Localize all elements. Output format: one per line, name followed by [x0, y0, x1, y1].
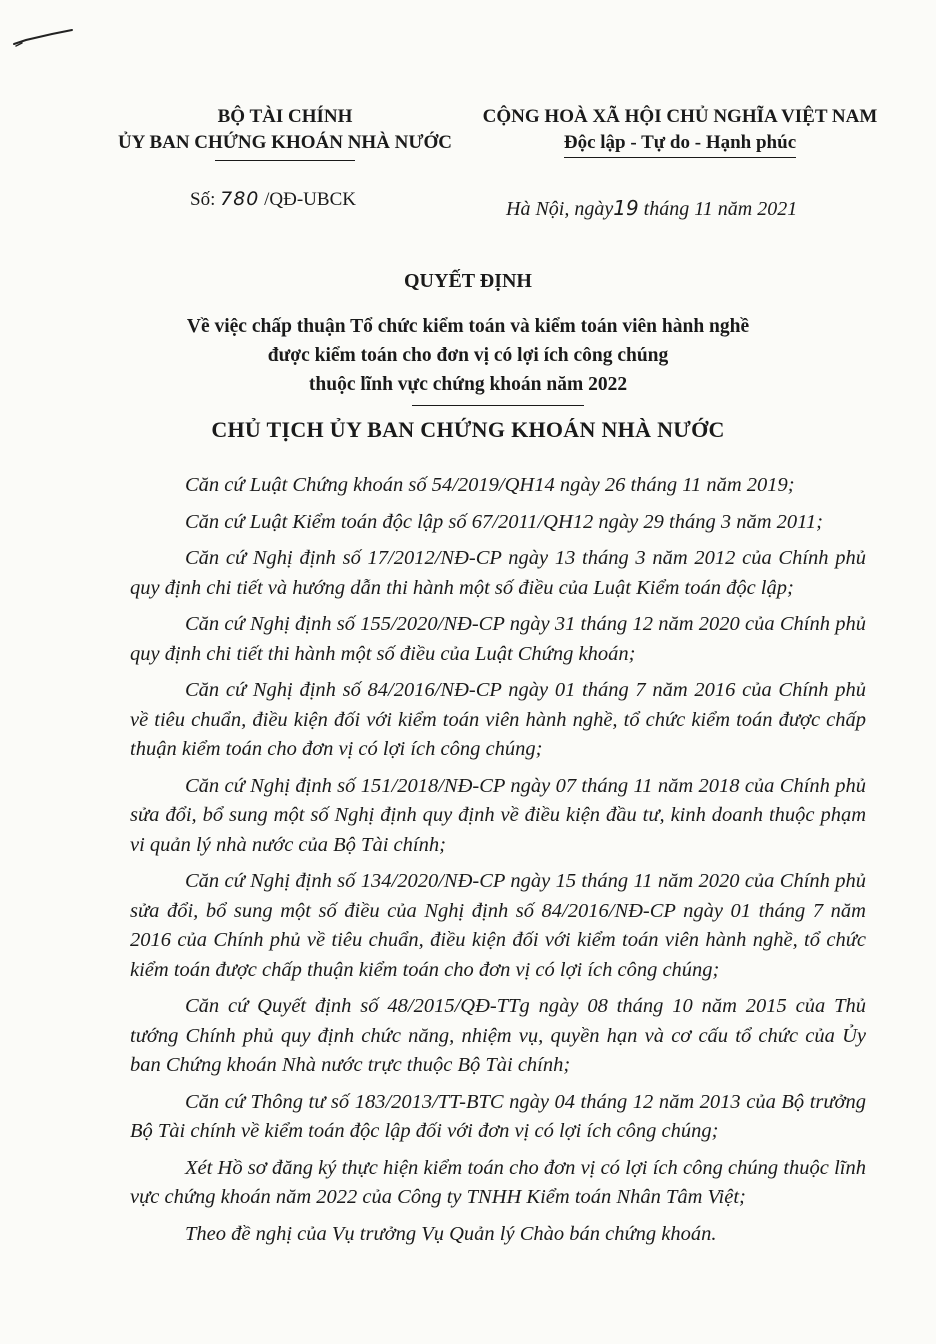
subject-line: thuộc lĩnh vực chứng khoán năm 2022 [308, 374, 628, 395]
subject-line: được kiểm toán cho đơn vị có lợi ích công chúng [267, 345, 669, 366]
agency-underline [215, 160, 355, 161]
legal-basis-paragraph: Căn cứ Luật Chứng khoán số 54/2019/QH14 ngày 26 tháng 11 năm 2019; [185, 474, 795, 496]
legal-basis-paragraph: Căn cứ Nghị định số 84/2016/NĐ-CP ngày 01 tháng 7 năm 2016 của Chính phủ về tiêu chuẩn, điều kiện đối với kiểm toán viên hành nghề, tổ chức kiểm toán được chấp thuận kiểm toán cho đơn vị có lợi ích công chúng; [130, 679, 866, 760]
document-title: QUYẾT ĐỊNH [404, 270, 532, 292]
date-suffix: tháng 11 năm 2021 [643, 198, 798, 220]
legal-basis-paragraph: Căn cứ Nghị định số 151/2018/NĐ-CP ngày 07 tháng 11 năm 2018 của Chính phủ sửa đổi, bổ sung một số Nghị định quy định về điều kiện đầu tư, kinh doanh thuộc phạm vi quản lý nhà nước của Bộ Tài chính; [130, 774, 866, 856]
legal-basis-paragraph: Căn cứ Quyết định số 48/2015/QĐ-TTg ngày 08 tháng 10 năm 2015 của Thủ tướng Chính phủ quy định chức năng, nhiệm vụ, quyền hạn và cơ cấu tổ chức của Ủy ban Chứng khoán Nhà nước trực thuộc Bộ Tài chính; [130, 995, 866, 1076]
issuing-authority: CHỦ TỊCH ỦY BAN CHỨNG KHOÁN NHÀ NƯỚC [211, 417, 725, 442]
consideration-paragraph: Xét Hồ sơ đăng ký thực hiện kiểm toán cho đơn vị có lợi ích công chúng thuộc lĩnh vực chứng khoán năm 2022 của Công ty TNHH Kiểm toán Nhân Tâm Việt; [130, 1156, 866, 1208]
legal-basis-paragraph: Căn cứ Luật Kiểm toán độc lập số 67/2011/QH12 ngày 29 tháng 3 năm 2011; [185, 510, 823, 533]
issue-date [506, 196, 797, 221]
ministry-name: BỘ TÀI CHÍNH [217, 106, 353, 127]
doc-number-prefix: Số: [190, 189, 216, 210]
pen-stroke-mark [12, 28, 74, 48]
national-motto: Độc lập - Tự do - Hạnh phúc [564, 130, 796, 158]
legal-basis-paragraph: Căn cứ Nghị định số 134/2020/NĐ-CP ngày 15 tháng 11 năm 2020 của Chính phủ sửa đổi, bổ sung một số điều của Nghị định số 84/2016/NĐ-CP ngày 01 tháng 7 năm 2016 của Chính phủ về tiêu chuẩn, điều kiện đối với kiểm toán viên hành nghề, tổ chức kiểm toán được chấp thuận kiểm toán cho đơn vị có lợi ích công chúng; [130, 870, 866, 981]
document-body [130, 471, 866, 1256]
legal-basis-paragraph: Căn cứ Nghị định số 155/2020/NĐ-CP ngày 31 tháng 12 năm 2020 của Chính phủ quy định chi tiết thi hành một số điều của Luật Chứng khoán; [130, 613, 866, 665]
agency-name: ỦY BAN CHỨNG KHOÁN NHÀ NƯỚC [117, 132, 453, 153]
date-day-handwritten: 19 [613, 196, 639, 220]
document-number [190, 188, 356, 211]
subject-underline [412, 405, 584, 406]
date-prefix: Hà Nội, ngày [506, 198, 614, 220]
national-header [470, 104, 890, 158]
document-subject [0, 312, 936, 399]
proposal-paragraph: Theo đề nghị của Vụ trưởng Vụ Quản lý Chào bán chứng khoán. [185, 1222, 717, 1245]
subject-line: Về việc chấp thuận Tổ chức kiểm toán và kiểm toán viên hành nghề [186, 316, 750, 337]
legal-basis-paragraph: Căn cứ Nghị định số 17/2012/NĐ-CP ngày 13 tháng 3 năm 2012 của Chính phủ quy định chi tiết và hướng dẫn thi hành một số điều của Luật Kiểm toán độc lập; [130, 547, 866, 599]
doc-number-handwritten: 780 [220, 188, 260, 210]
country-name: CỘNG HOÀ XÃ HỘI CHỦ NGHĨA VIỆT NAM [482, 106, 878, 127]
legal-basis-paragraph: Căn cứ Thông tư số 183/2013/TT-BTC ngày 04 tháng 12 năm 2013 của Bộ trưởng Bộ Tài chính về kiểm toán độc lập đối với đơn vị có lợi ích công chúng; [130, 1090, 866, 1142]
issuing-agency [100, 104, 470, 156]
doc-number-suffix: /QĐ-UBCK [264, 189, 356, 210]
